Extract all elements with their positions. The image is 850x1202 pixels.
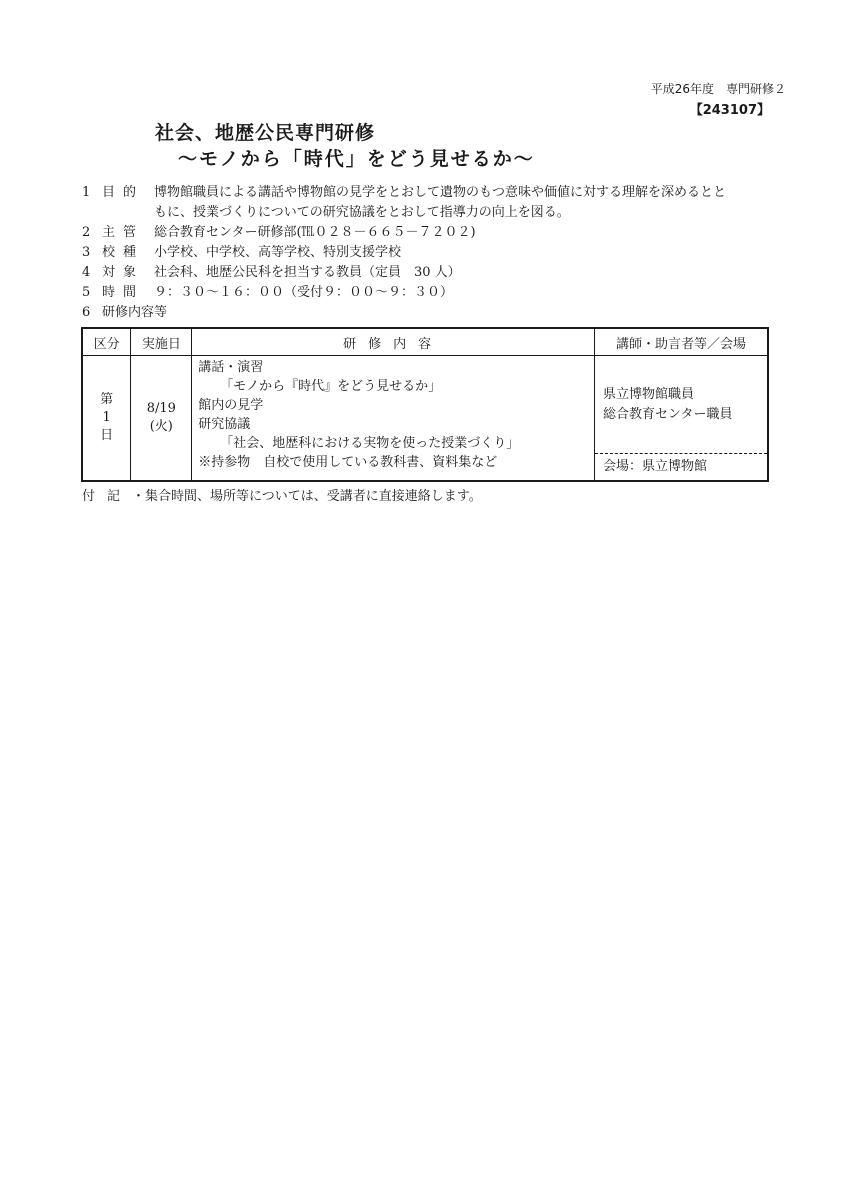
item-label: 校種	[102, 245, 145, 260]
header-lecturer: 講師・助言者等／会場	[594, 328, 768, 356]
item-text: 小学校、中学校、高等学校、特別支援学校	[154, 245, 402, 260]
page-title: 社会、地歴公民専門研修	[155, 122, 376, 144]
item-text: 社会科、地歴公民科を担当する教員（定員 30 人）	[154, 265, 461, 280]
fiscal-year-label: 平成26年度 専門研修２	[650, 82, 786, 96]
item-number: 1	[82, 185, 91, 200]
day-char: 第	[100, 392, 114, 407]
item-number: 3	[82, 245, 91, 260]
content-line: 講話・演習	[198, 360, 264, 375]
item-label: 時間	[102, 285, 145, 300]
course-code: 【243107】	[689, 103, 770, 118]
item-time	[82, 283, 772, 303]
item-target	[82, 263, 772, 283]
item-label: 対象	[102, 265, 145, 280]
day-char: 日	[100, 428, 114, 443]
item-organizer	[82, 223, 772, 243]
content-line: 研究協議	[198, 417, 251, 432]
item-text-continued: もに、授業づくりについての研究協議をとおして指導力の向上を図る。	[154, 205, 570, 220]
table-row	[82, 356, 768, 482]
content-line: 館内の見学	[198, 398, 264, 413]
outline-list	[82, 183, 772, 323]
table-header-row	[82, 328, 768, 356]
item-label: 研修内容等	[102, 305, 168, 320]
schedule-table	[81, 327, 769, 482]
content-line: 「社会、地歴科における実物を使った授業づくり」	[220, 436, 520, 451]
item-training-content	[82, 303, 772, 323]
date-cell	[131, 356, 192, 482]
lecturer-wrap	[595, 356, 767, 480]
content-cell	[192, 356, 595, 482]
note-label: 付記	[82, 489, 133, 504]
weekday-value: (火)	[149, 419, 173, 434]
day-number: 1	[102, 410, 111, 425]
item-purpose	[82, 183, 772, 203]
note	[82, 485, 482, 504]
item-school-type	[82, 243, 772, 263]
venue: 会場：県立博物館	[595, 453, 767, 480]
item-number: 6	[82, 305, 91, 320]
item-number: 5	[82, 285, 91, 300]
content-line: 「モノから『時代』をどう見せるか」	[220, 379, 442, 394]
page-subtitle: ～モノから「時代」をどう見せるか～	[178, 148, 535, 170]
date-value: 8/19	[146, 401, 176, 416]
header-date: 実施日	[131, 328, 192, 356]
day-cell	[82, 356, 131, 482]
item-text: 総合教育センター研修部(℡０２８－６６５－７２０２)	[154, 225, 476, 240]
note-text: ・集合時間、場所等については、受講者に直接連絡します。	[132, 489, 482, 504]
content-line: ※持参物 自校で使用している教科書、資料集など	[198, 455, 498, 470]
item-text: 博物館職員による講話や博物館の見学をとおして遺物のもつ意味や価値に対する理解を深めるとと	[154, 185, 727, 200]
item-label: 目的	[102, 185, 145, 200]
item-number: 2	[82, 225, 91, 240]
item-number: 4	[82, 265, 91, 280]
lecturer-list	[595, 356, 767, 453]
item-purpose-continued	[82, 203, 772, 223]
header-content: 研修内容	[192, 328, 595, 356]
lecturer-cell	[594, 356, 768, 482]
item-label: 主管	[102, 225, 145, 240]
header-division: 区分	[82, 328, 131, 356]
lecturer-name: 県立博物館職員	[602, 386, 694, 402]
lecturer-name: 総合教育センター職員	[602, 406, 733, 422]
item-text: ９：３０～１６：００（受付９：００～９：３０）	[154, 285, 454, 300]
